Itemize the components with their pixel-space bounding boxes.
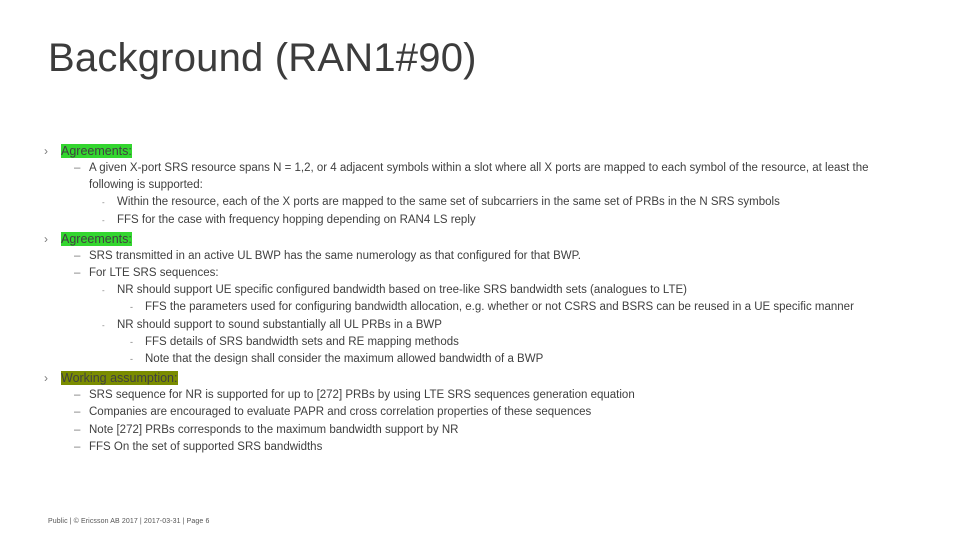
dash-bullet-icon: – xyxy=(74,267,81,280)
bullet-text: SRS transmitted in an active UL BWP has the same numerology as that configured for that BWP. xyxy=(89,249,581,262)
sub-bullet xyxy=(44,387,914,404)
sub-bullet xyxy=(44,160,914,194)
dash-bullet-icon: – xyxy=(74,389,81,402)
sub-sub-bullet xyxy=(44,194,914,211)
level4-bullet xyxy=(44,299,914,316)
bullet-text: Note [272] PRBs corresponds to the maximum bandwidth support by NR xyxy=(89,423,459,436)
bullet-text: Within the resource, each of the X ports are mapped to the same set of subcarriers in the same set of PRBs in the N SRS symbols xyxy=(117,196,780,209)
bullet-working-assumption xyxy=(44,369,914,387)
dash-bullet-icon: – xyxy=(74,249,81,262)
bullet-text: Companies are encouraged to evaluate PAPR and cross correlation properties of these sequences xyxy=(89,406,592,419)
bullet-text: FFS details of SRS bandwidth sets and RE mapping methods xyxy=(145,335,459,348)
dash-bullet-icon: – xyxy=(74,162,81,174)
dot-bullet-icon: - xyxy=(102,320,105,330)
dash-bullet-icon: - xyxy=(130,336,133,347)
bullet-agreements-1 xyxy=(44,142,914,160)
bullet-text: SRS sequence for NR is supported for up to [272] PRBs by using LTE SRS sequences generation equation xyxy=(89,389,635,402)
bullet-text: A given X-port SRS resource spans N = 1,2, or 4 adjacent symbols within a slot where all X ports are mapped to each symbol of the resource, at least the following is supported: xyxy=(89,162,869,192)
sub-bullet xyxy=(44,248,914,265)
dash-bullet-icon: – xyxy=(74,440,81,453)
dash-bullet-icon: – xyxy=(74,406,81,419)
dash-bullet-icon: - xyxy=(130,302,133,313)
section-heading: Agreements: xyxy=(61,231,132,246)
dot-bullet-icon: - xyxy=(102,215,105,225)
level4-bullet xyxy=(44,334,914,351)
bullet-arrow-icon: › xyxy=(44,371,48,386)
dash-bullet-icon: - xyxy=(130,354,133,365)
bullet-text: NR should support to sound substantially all UL PRBs in a BWP xyxy=(117,318,442,331)
section-heading: Agreements: xyxy=(61,144,132,158)
dot-bullet-icon: - xyxy=(102,286,105,296)
section-heading: Working assumption: xyxy=(61,371,178,386)
sub-sub-bullet xyxy=(44,212,914,229)
dash-bullet-icon: – xyxy=(74,423,81,436)
bullet-text: FFS the parameters used for configuring bandwidth allocation, e.g. whether or not CSRS and BSRS can be reused in a UE specific manner xyxy=(145,301,854,314)
bullet-text: Note that the design shall consider the maximum allowed bandwidth of a BWP xyxy=(145,353,544,366)
dot-bullet-icon: - xyxy=(102,198,105,208)
bullet-text: For LTE SRS sequences: xyxy=(89,267,219,280)
bullet-text: FFS for the case with frequency hopping depending on RAN4 LS reply xyxy=(117,213,476,226)
sub-bullet xyxy=(44,265,914,282)
bullet-text: NR should support UE specific configured bandwidth based on tree-like SRS bandwidth sets (analogues to LTE) xyxy=(117,284,687,297)
bullet-agreements-2 xyxy=(44,230,914,248)
sub-sub-bullet xyxy=(44,317,914,334)
slide-footer: Public | © Ericsson AB 2017 | 2017-03-31 | Page 6 xyxy=(48,518,210,525)
sub-sub-bullet xyxy=(44,282,914,299)
slide-title: Background (RAN1#90) xyxy=(48,36,477,80)
slide-body xyxy=(44,141,914,456)
sub-bullet xyxy=(44,422,914,439)
sub-bullet xyxy=(44,439,914,456)
bullet-text: FFS On the set of supported SRS bandwidths xyxy=(89,440,323,453)
bullet-arrow-icon: › xyxy=(44,231,48,246)
sub-bullet xyxy=(44,404,914,421)
bullet-arrow-icon: › xyxy=(44,144,48,158)
level4-bullet xyxy=(44,351,914,368)
